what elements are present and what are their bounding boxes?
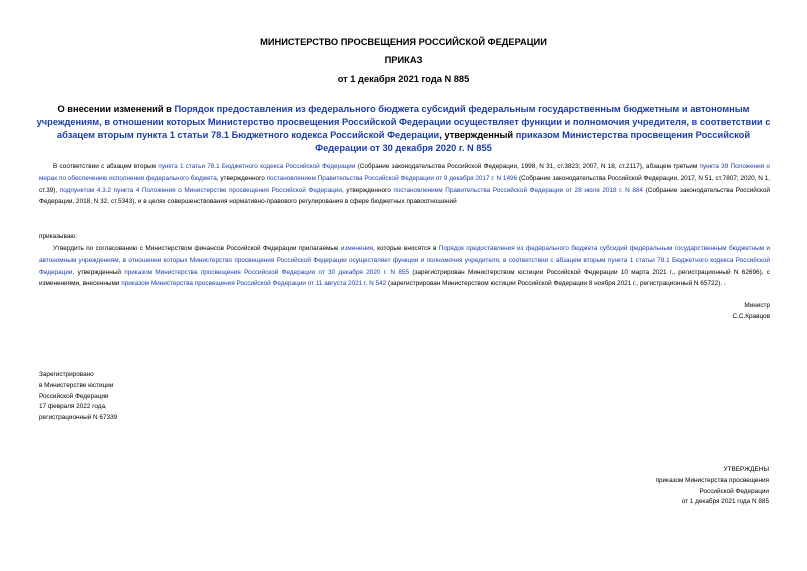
doc-type: ПРИКАЗ — [384, 55, 423, 65]
approved-block — [656, 465, 769, 508]
p1-link-item-39[interactable]: пункта 39 Положения о мерах по обеспечению исполнения федерального бюджета — [39, 163, 770, 182]
doc-date-number: от 1 декабря 2021 года N 885 — [337, 74, 470, 84]
registration-line: Российской Федерации — [39, 392, 109, 400]
p1-text-1: В соответствии с абзацем вторым — [53, 163, 159, 170]
approved-line: приказом Министерства просвещения — [655, 476, 769, 484]
approval-paragraph — [39, 243, 770, 290]
approved-line: УТВЕРЖДЕНЫ — [723, 466, 769, 473]
p3-link-changes[interactable]: изменения — [340, 245, 374, 252]
ministry-title: МИНИСТЕРСТВО ПРОСВЕЩЕНИЯ РОССИЙСКОЙ ФЕДЕРАЦИИ — [260, 37, 547, 47]
p1-link-resolution-884[interactable]: постановлением Правительства Российской Федерации от 28 июля 2018 г. N 884 — [393, 186, 643, 194]
p3-text-2: , которые вносятся в — [373, 245, 439, 252]
p1-link-subitem-4-3-2[interactable]: подпунктом 4.3.2 пункта 4 Положения о Министерстве просвещения Российской Федерации — [59, 186, 342, 194]
p3-link-procedure[interactable]: Порядок предоставления из федерального бюджета субсидий федеральным государственным бюджетным и автономным учреждениям, в отношении которых Министерство просвещения Российской Федерации осуществляет функции и полномочия учредителя, в соответствии с абзацем вторым пункта 1 статьи 78.1 Бюджетного кодекса Российской Федерации — [39, 245, 770, 276]
title-text-2: , утвержденный — [439, 130, 516, 140]
registration-line: 17 февраля 2022 года, — [39, 403, 107, 411]
title-link-procedure[interactable]: Порядок предоставления из федерального бюджета субсидий федеральным государственным бюджетным и автономным учреждениям, в отношении которых Министерство просвещения Российской Федерации осуществляет функции и полномочия учредителя, в соответствии с абзацем вторым пункта 1 статьи 78.1 Бюджетного кодекса Российской Федерации — [36, 104, 771, 140]
registration-line: регистрационный N 67339 — [39, 414, 118, 422]
signature-block — [732, 301, 770, 323]
p1-link-budget-code[interactable]: пункта 1 статьи 78.1 Бюджетного кодекса Российской Федерации — [158, 163, 356, 170]
p3-text-1: Утвердить по согласованию с Министерством финансов Российской Федерации прилагаемые — [53, 245, 341, 252]
doc-title — [30, 103, 777, 155]
approved-line: от 1 декабря 2021 года N 885 — [681, 498, 769, 506]
p1-text-2: (Собрание законодательства Российской Федерации, 1998, N 31, ст.3823; 2007, N 18, ст.2117), абзацем третьим — [355, 163, 700, 170]
preamble-paragraph — [39, 161, 770, 208]
title-text-1: О внесении изменений в — [57, 104, 175, 114]
p1-text-3: , утвержденного — [216, 174, 267, 182]
p3-text-5: (зарегистрирован Министерством юстиции Российской Федерации 8 ноября 2021 г., регистрационный N 65722). . — [386, 280, 726, 288]
registration-line: Зарегистрировано — [39, 371, 94, 378]
title-link-order-855[interactable]: приказом Министерства просвещения Российской Федерации от 30 декабря 2020 г. N 855 — [315, 130, 751, 153]
p1-text-4: (Собрание законодательства Российской Федерации, 2017, N 51, ст.7807; 2020, N 1, ст.39), — [39, 174, 770, 194]
p3-text-4: (зарегистрирован Министерством юстиции Российской Федерации 10 марта 2021 г., регистрационный N 62696), с изменениями, внесенными — [39, 268, 770, 288]
p3-text-3: , утвержденный — [72, 268, 125, 276]
p1-link-resolution-1496[interactable]: постановлением Правительства Российской Федерации от 9 декабря 2017 г. N 1496 — [266, 174, 518, 182]
p1-text-6: (Собрание законодательства Российской Федерации, 2018, N 32, ст.5343), и в целях совершенствования нормативно-правового регулирования в сфере бюджетных правоотношений — [39, 186, 771, 206]
p3-link-order-542[interactable]: приказом Министерства просвещения Российской Федерации от 11 августа 2021 г. N 542 — [121, 280, 387, 288]
registration-line: в Министерстве юстиции — [39, 381, 114, 389]
p3-link-order-855[interactable]: приказом Министерства просвещения Российской Федерации от 30 декабря 2020 г. N 855 — [124, 268, 409, 276]
signature-position: Министр — [744, 302, 770, 309]
signature-name: С.С.Кравцов — [732, 312, 770, 320]
order-word: приказываю: — [39, 233, 77, 240]
registration-block — [39, 370, 117, 424]
approved-line: Российской Федерации — [699, 487, 769, 495]
p1-text-5: , утвержденного — [341, 186, 394, 194]
